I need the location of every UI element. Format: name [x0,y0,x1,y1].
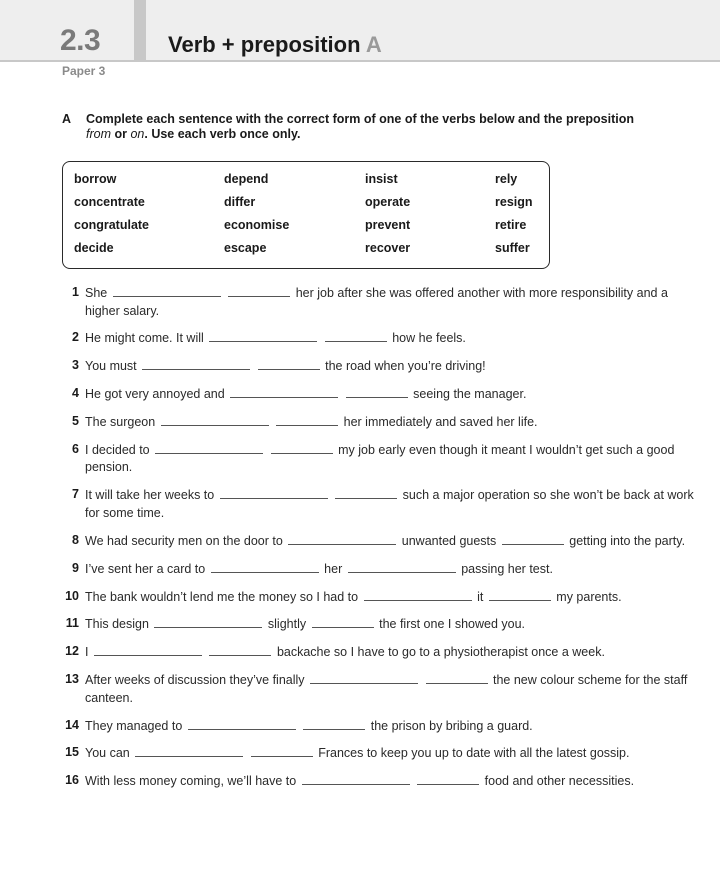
item-text: You can [85,746,130,761]
answer-blank[interactable] [154,615,262,628]
exercise-item [62,643,702,662]
item-text: such a major operation so she won’t be back at work for some time. [85,488,694,520]
item-text: slightly [267,617,307,632]
exercise-item [62,615,702,634]
item-text: the new colour scheme for the staff canteen. [85,673,688,705]
answer-blank[interactable] [251,744,313,757]
item-text: She [85,286,108,300]
answer-blank[interactable] [502,532,564,545]
header-divider [134,0,146,60]
answer-blank[interactable] [155,441,263,454]
answer-blank[interactable] [230,385,338,398]
exercise-item [62,284,702,320]
exercise-item [62,329,702,348]
word: retire [495,218,527,232]
item-text: passing her test. [461,561,553,576]
item-number: 14 [65,717,79,732]
word-box [62,161,550,269]
exercise-item [62,441,702,477]
item-number: 6 [72,441,79,456]
exercise-item [62,744,702,763]
word: rely [495,172,518,186]
answer-blank[interactable] [325,329,387,342]
instruction-line1: Complete each sentence with the correct form of one of the verbs below and the preposition [86,112,635,126]
item-text: The surgeon [85,415,156,430]
answer-blank[interactable] [113,284,221,297]
paper-label: Paper 3 [62,64,106,78]
answer-blank[interactable] [211,560,319,573]
item-text: After weeks of discussion they’ve finally [85,673,305,688]
item-text: The bank wouldn’t lend me the money so I had to [85,589,359,604]
answer-blank[interactable] [209,329,317,342]
answer-blank[interactable] [417,772,479,785]
item-text: my job early even though it meant I wouldn’t get such a good pension. [85,442,675,475]
word: economise [224,218,290,232]
answer-blank[interactable] [94,643,202,656]
item-number: 4 [72,386,79,401]
answer-blank[interactable] [348,560,456,573]
answer-blank[interactable] [188,717,296,730]
word: operate [365,195,411,209]
exercise-item [62,560,702,579]
answer-blank[interactable] [364,588,472,601]
item-text: the road when you’re driving! [325,359,486,374]
item-text: unwanted guests [401,533,497,548]
item-text: This design [85,617,149,632]
page-title-suffix: A [365,32,382,57]
answer-blank[interactable] [271,441,333,454]
instruction-from: from [86,127,111,141]
word: escape [224,241,267,255]
answer-blank[interactable] [302,772,410,785]
word: depend [224,172,269,186]
item-text: her [324,561,343,576]
item-text: the first one I showed you. [379,617,526,632]
instruction-or: or [114,127,127,141]
word: suffer [495,241,530,255]
item-number: 5 [72,414,79,429]
answer-blank[interactable] [303,717,365,730]
exercise-item [62,671,702,707]
page-title-text: Verb + preposition [168,32,361,57]
item-text: the prison by bribing a guard. [370,718,533,733]
word: differ [224,195,256,209]
answer-blank[interactable] [142,357,250,370]
item-text: I [85,645,89,660]
item-number: 7 [72,487,79,502]
item-text: food and other necessities. [484,774,635,789]
item-text: He might come. It will [85,331,204,346]
item-text: You must [85,359,137,374]
item-text: I’ve sent her a card to [85,561,206,576]
item-text: He got very annoyed and [85,387,225,402]
answer-blank[interactable] [288,532,396,545]
item-text: It will take her weeks to [85,488,215,503]
word: concentrate [74,195,145,209]
exercise-list [62,284,702,800]
item-number: 11 [65,616,79,631]
item-text: I decided to [85,442,150,457]
exercise-item [62,772,702,791]
item-text: my parents. [556,589,622,604]
answer-blank[interactable] [276,413,338,426]
answer-blank[interactable] [346,385,408,398]
item-number: 1 [72,285,79,299]
page-title [168,32,382,58]
instruction-line2 [62,127,662,142]
answer-blank[interactable] [209,643,271,656]
answer-blank[interactable] [220,486,328,499]
item-number: 3 [72,358,79,373]
item-text: backache so I have to go to a physiotherapist once a week. [276,645,605,660]
answer-blank[interactable] [310,671,418,684]
word: resign [495,195,533,209]
word: prevent [365,218,411,232]
section-instruction [62,112,662,142]
word: congratulate [74,218,150,232]
exercise-item [62,385,702,404]
exercise-item [62,357,702,376]
exercise-item [62,413,702,432]
item-number: 8 [72,532,79,547]
instruction-tail: . Use each verb once only. [144,127,301,141]
word: borrow [74,172,117,186]
item-text: Frances to keep you up to date with all the latest gossip. [318,746,630,761]
exercise-item [62,486,702,522]
answer-blank[interactable] [426,671,488,684]
item-number: 9 [72,560,79,575]
item-number: 13 [65,672,79,687]
exercise-item [62,532,702,551]
exercise-item [62,588,702,607]
item-number: 16 [65,773,79,788]
answer-blank[interactable] [135,744,243,757]
answer-blank[interactable] [489,588,551,601]
section-letter: A [62,112,72,126]
item-text: getting into the party. [569,533,686,548]
item-number: 12 [65,644,79,659]
item-text: With less money coming, we’ll have to [85,774,297,789]
answer-blank[interactable] [258,357,320,370]
exercise-item [62,717,702,736]
item-text: We had security men on the door to [85,533,283,548]
item-text: They managed to [85,718,183,733]
item-number: 10 [65,588,79,603]
word: decide [74,241,114,255]
answer-blank[interactable] [161,413,269,426]
item-text: her immediately and saved her life. [343,415,538,430]
answer-blank[interactable] [312,615,374,628]
instruction-on: on [130,127,145,141]
answer-blank[interactable] [335,486,397,499]
word: recover [365,241,411,255]
answer-blank[interactable] [228,284,290,297]
word: insist [365,172,398,186]
item-number: 15 [65,745,79,760]
unit-number: 2.3 [60,24,101,57]
item-number: 2 [72,330,79,345]
item-text: her job after she was offered another with more responsibility and a higher salary. [85,286,668,318]
item-text: seeing the manager. [413,387,527,402]
item-text: how he feels. [392,331,466,346]
item-text: it [477,589,484,604]
